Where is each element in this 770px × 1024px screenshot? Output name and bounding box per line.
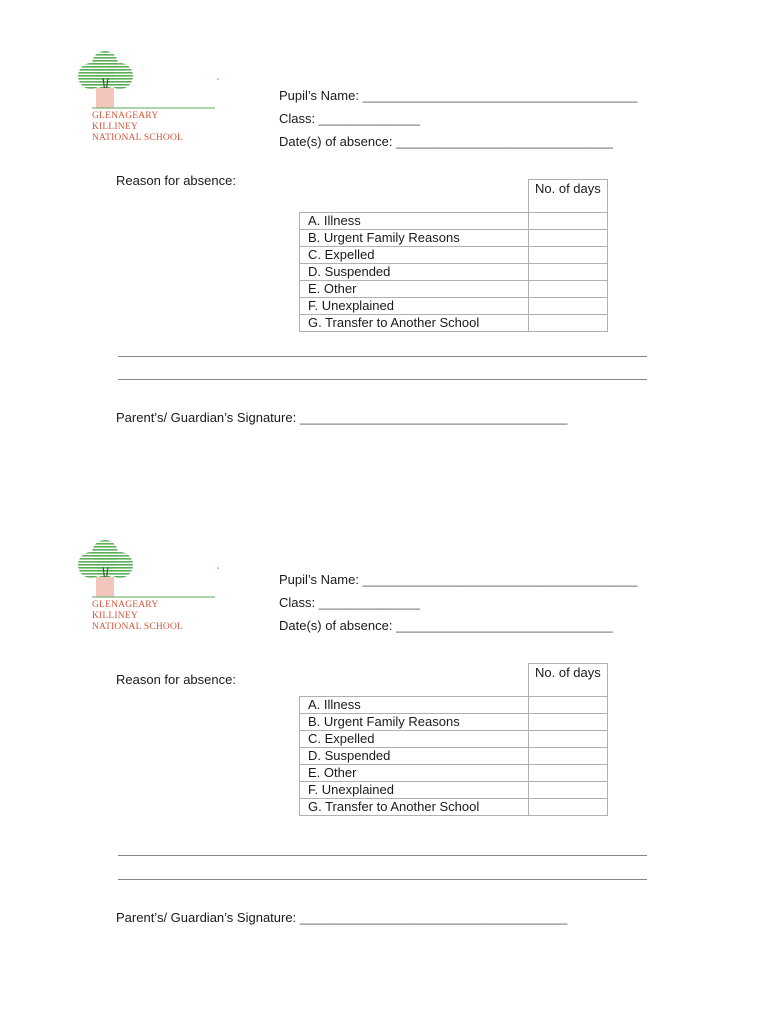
reason-label: C. Expelled — [300, 731, 529, 748]
tree-logo-icon — [72, 537, 222, 601]
class-line[interactable]: ______________ — [318, 595, 420, 610]
reason-label: E. Other — [300, 281, 529, 298]
dates-of-absence-label: Date(s) of absence: — [279, 618, 393, 633]
days-column-header: No. of days — [529, 180, 608, 213]
reason-label: F. Unexplained — [300, 298, 529, 315]
days-column-header: No. of days — [529, 664, 608, 697]
dates-of-absence-line[interactable]: ______________________________ — [396, 134, 613, 149]
reasons-table — [299, 663, 608, 816]
days-cell[interactable] — [529, 765, 608, 782]
days-cell[interactable] — [529, 230, 608, 247]
reason-label: D. Suspended — [300, 264, 529, 281]
table-row — [300, 230, 608, 247]
school-name-line: KILLINEY — [92, 611, 138, 621]
school-name-line: GLENAGEARY — [92, 600, 159, 610]
table-row — [300, 213, 608, 230]
absence-slip-1 — [0, 0, 770, 500]
days-cell[interactable] — [529, 748, 608, 765]
dates-of-absence-label: Date(s) of absence: — [279, 134, 393, 149]
table-row — [300, 247, 608, 264]
reason-label: G. Transfer to Another School — [300, 315, 529, 332]
days-cell[interactable] — [529, 281, 608, 298]
absence-slip-2 — [0, 487, 770, 987]
school-name-line: GLENAGEARY — [92, 111, 159, 121]
comment-line[interactable] — [118, 879, 647, 880]
comment-line[interactable] — [118, 379, 647, 380]
table-row — [300, 731, 608, 748]
signature-label: Parent’s/ Guardian’s Signature: — [116, 910, 297, 925]
class-field[interactable] — [279, 595, 420, 611]
dates-of-absence-field[interactable] — [279, 134, 613, 150]
school-name — [92, 111, 183, 144]
class-line[interactable]: ______________ — [318, 111, 420, 126]
signature-label: Parent’s/ Guardian’s Signature: — [116, 410, 297, 425]
comment-line[interactable] — [118, 356, 647, 357]
reasons-table — [299, 179, 608, 332]
dates-of-absence-line[interactable]: ______________________________ — [396, 618, 613, 633]
reason-label: C. Expelled — [300, 247, 529, 264]
reason-for-absence-label: Reason for absence: — [116, 173, 236, 188]
days-cell[interactable] — [529, 697, 608, 714]
reason-label: A. Illness — [300, 213, 529, 230]
tree-logo-icon — [72, 48, 222, 112]
days-cell[interactable] — [529, 264, 608, 281]
pupil-name-label: Pupil’s Name: — [279, 572, 359, 587]
days-cell[interactable] — [529, 782, 608, 799]
table-row — [300, 765, 608, 782]
reason-for-absence-label: Reason for absence: — [116, 672, 236, 687]
reason-label: B. Urgent Family Reasons — [300, 714, 529, 731]
reason-label: B. Urgent Family Reasons — [300, 230, 529, 247]
signature-line[interactable]: _____________________________________ — [299, 410, 568, 425]
days-cell[interactable] — [529, 731, 608, 748]
pupil-name-field[interactable] — [279, 572, 637, 588]
school-logo — [72, 48, 222, 148]
pupil-name-line[interactable]: ______________________________________ — [362, 572, 638, 587]
table-row — [300, 264, 608, 281]
comment-line[interactable] — [118, 855, 647, 856]
table-row — [300, 748, 608, 765]
days-cell[interactable] — [529, 247, 608, 264]
days-cell[interactable] — [529, 799, 608, 816]
reason-label: G. Transfer to Another School — [300, 799, 529, 816]
table-row — [300, 298, 608, 315]
pupil-name-line[interactable]: ______________________________________ — [362, 88, 638, 103]
school-name-line: KILLINEY — [92, 122, 138, 132]
school-name-line: NATIONAL SCHOOL — [92, 622, 184, 632]
reason-label: E. Other — [300, 765, 529, 782]
days-cell[interactable] — [529, 714, 608, 731]
days-cell[interactable] — [529, 213, 608, 230]
school-name — [92, 600, 183, 633]
school-logo — [72, 537, 222, 637]
table-row — [300, 782, 608, 799]
pupil-name-label: Pupil’s Name: — [279, 88, 359, 103]
class-label: Class: — [279, 595, 316, 610]
days-cell[interactable] — [529, 315, 608, 332]
school-name-line: NATIONAL SCHOOL — [92, 133, 184, 143]
reason-label: D. Suspended — [300, 748, 529, 765]
table-row — [300, 281, 608, 298]
signature-field[interactable] — [116, 910, 567, 926]
class-label: Class: — [279, 111, 316, 126]
dates-of-absence-field[interactable] — [279, 618, 613, 634]
table-row — [300, 697, 608, 714]
table-row — [300, 799, 608, 816]
table-row — [300, 714, 608, 731]
reason-label: A. Illness — [300, 697, 529, 714]
table-row — [300, 315, 608, 332]
pupil-name-field[interactable] — [279, 88, 637, 104]
signature-field[interactable] — [116, 410, 567, 426]
signature-line[interactable]: _____________________________________ — [299, 910, 568, 925]
days-cell[interactable] — [529, 298, 608, 315]
class-field[interactable] — [279, 111, 420, 127]
reason-label: F. Unexplained — [300, 782, 529, 799]
